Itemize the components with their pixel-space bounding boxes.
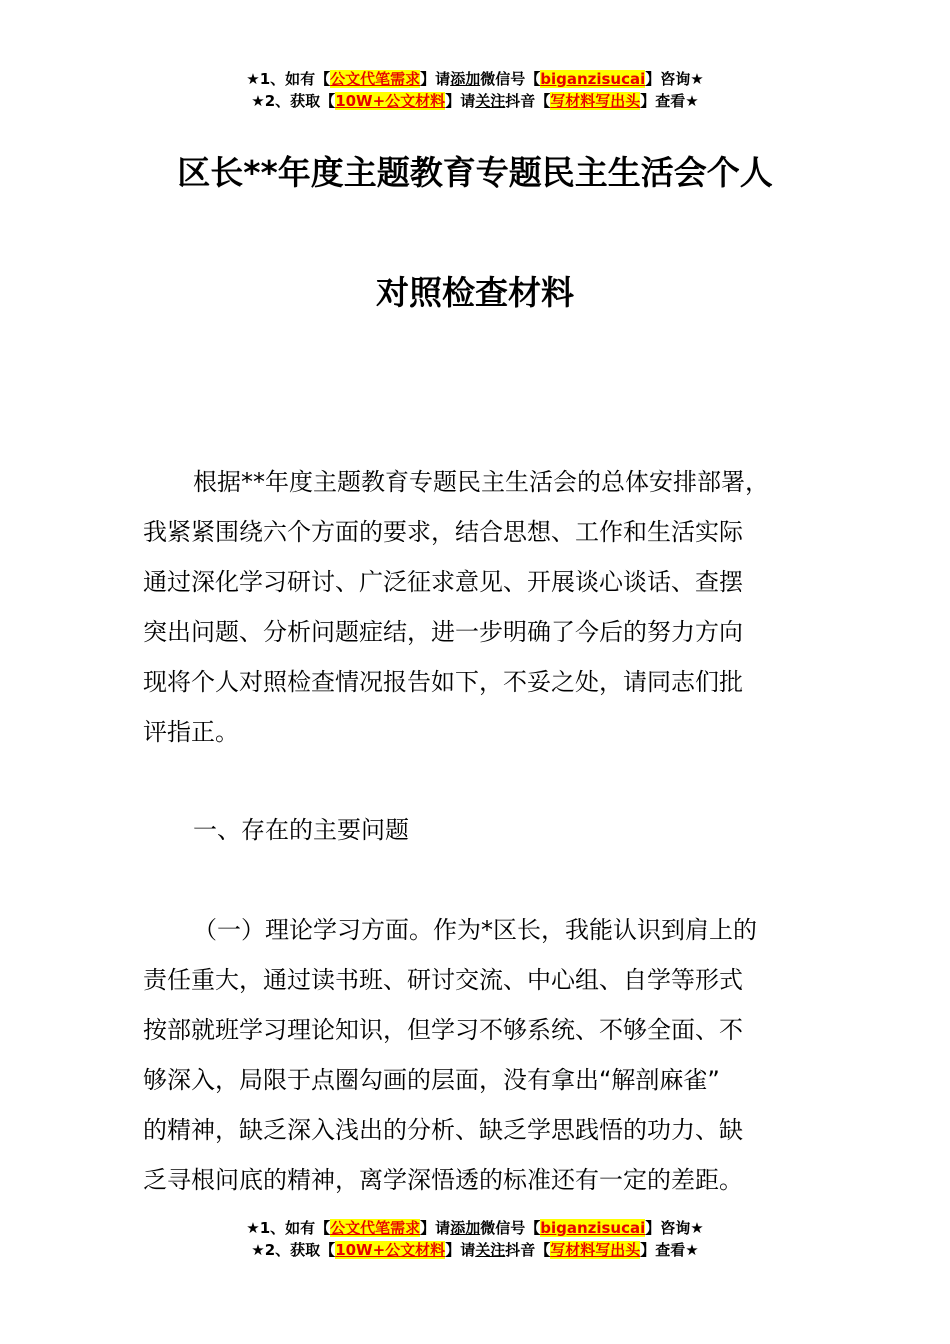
- banner-text: 】请: [420, 70, 451, 88]
- banner-line-2: [0, 90, 950, 112]
- paragraph-line: 够深入，局限于点圈勾画的层面，没有拿出“解剖麻雀”: [143, 1066, 720, 1094]
- banner-text: ★2、获取【: [251, 1241, 336, 1259]
- paragraph-line: 突出问题、分析问题症结，进一步明确了今后的努力方向: [143, 618, 743, 646]
- banner-text: 】请: [445, 1241, 476, 1259]
- section-heading: [143, 805, 833, 855]
- bottom-banner: [0, 1217, 950, 1261]
- banner-highlight: 10W+公文材料: [335, 1241, 446, 1259]
- document-title-line-2: 对照检查材料: [376, 273, 574, 312]
- banner-text: ★1、如有【: [246, 1219, 331, 1237]
- banner-text: 】咨询★: [645, 1219, 704, 1237]
- section-heading-text: 一、存在的主要问题: [193, 816, 409, 844]
- banner-highlight: 公文代笔需求: [330, 1219, 421, 1237]
- paragraph-line: 现将个人对照检查情况报告如下，不妥之处，请同志们批: [143, 668, 743, 696]
- banner-highlight: biganzisucai: [540, 70, 646, 88]
- paragraph-line: 的精神，缺乏深入浅出的分析、缺乏学思践悟的功力、缺: [143, 1116, 743, 1144]
- intro-paragraph: [143, 457, 833, 757]
- banner-highlight: 写材料写出头: [550, 92, 641, 110]
- banner-text: 微信号【: [480, 1219, 541, 1237]
- paragraph-line: 乏寻根问底的精神，离学深悟透的标准还有一定的差距。: [143, 1166, 743, 1194]
- banner-highlight: 公文代笔需求: [330, 70, 421, 88]
- banner-underlined: 添加: [450, 70, 481, 88]
- banner-text: 】查看★: [640, 92, 699, 110]
- banner-line-1: [0, 68, 950, 90]
- banner-text: 抖音【: [505, 1241, 551, 1259]
- banner-underlined: 关注: [475, 1241, 506, 1259]
- document-title-line-1: 区长**年度主题教育专题民主生活会个人: [177, 153, 773, 192]
- banner-text: 抖音【: [505, 92, 551, 110]
- paragraph-line: 责任重大，通过读书班、研讨交流、中心组、自学等形式: [143, 966, 743, 994]
- banner-text: ★2、获取【: [251, 92, 336, 110]
- banner-highlight: 10W+公文材料: [335, 92, 446, 110]
- theory-paragraph: [143, 905, 833, 1205]
- top-banner: [0, 68, 950, 112]
- banner-underlined: 关注: [475, 92, 506, 110]
- paragraph-line: 通过深化学习研讨、广泛征求意见、开展谈心谈话、查摆: [143, 568, 743, 596]
- banner-text: 】请: [445, 92, 476, 110]
- paragraph-line: 评指正。: [143, 718, 239, 746]
- banner-underlined: 添加: [450, 1219, 481, 1237]
- banner-highlight: 写材料写出头: [550, 1241, 641, 1259]
- paragraph-line: 按部就班学习理论知识，但学习不够系统、不够全面、不: [143, 1016, 743, 1044]
- banner-line-1: [0, 1217, 950, 1239]
- paragraph-line: 根据**年度主题教育专题民主生活会的总体安排部署，: [193, 468, 769, 496]
- banner-text: 】查看★: [640, 1241, 699, 1259]
- banner-highlight: biganzisucai: [540, 1219, 646, 1237]
- banner-text: ★1、如有【: [246, 70, 331, 88]
- banner-line-2: [0, 1239, 950, 1261]
- banner-text: 】咨询★: [645, 70, 704, 88]
- banner-text: 】请: [420, 1219, 451, 1237]
- banner-text: 微信号【: [480, 70, 541, 88]
- paragraph-line: 我紧紧围绕六个方面的要求，结合思想、工作和生活实际: [143, 518, 743, 546]
- paragraph-line: （一）理论学习方面。作为*区长，我能认识到肩上的: [193, 916, 757, 944]
